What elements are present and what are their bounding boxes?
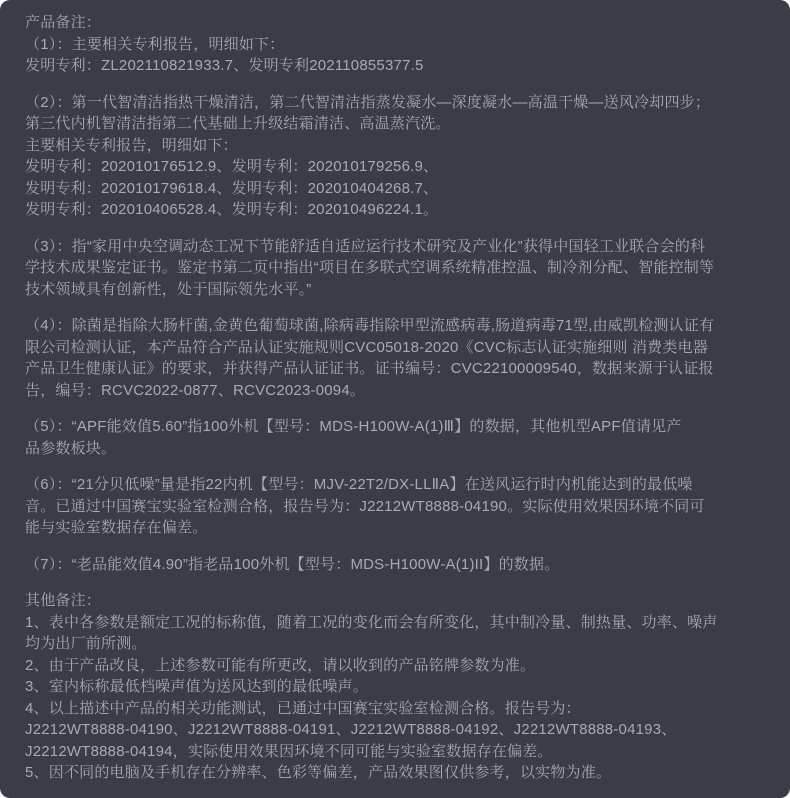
notes-section-other [25, 590, 765, 784]
notes-line: 告，编号：RCVC2022-0877、RCVC2023-0094。 [25, 381, 366, 399]
notes-section-old-model [25, 554, 765, 576]
notes-line: 发明专利：202010179618.4、发明专利：202010404268.7、 [25, 179, 439, 197]
notes-line: 4、以上描述中产品的相关功能测试，已通过中国赛宝实验室检测合格。报告号为： [25, 699, 581, 717]
notes-line: 限公司检测认证，本产品符合产品认证实施规则CVC05018-2020《CVC标志认证实施细则 消费类电器 [25, 338, 708, 356]
notes-line: （3）：指“家用中央空调动态工况下节能舒适自适应运行技术研究及产业化”获得中国轻工业联合会的科 [25, 237, 706, 255]
notes-section-low-noise [25, 474, 765, 539]
notes-line: （4）：除菌是指除大肠杆菌,金黄色葡萄球菌,除病毒指除甲型流感病毒,肠道病毒71型,由威凯检测认证有 [25, 317, 715, 334]
notes-line: （1）：主要相关专利报告，明细如下： [25, 35, 285, 53]
notes-section-patents [25, 12, 765, 77]
notes-line: 音。已通过中国赛宝实验室检测合格，报告号为：J2212WT8888-04190。实际使用效果因环境不同可 [25, 497, 705, 515]
notes-section-smart-clean [25, 92, 765, 221]
notes-line: 品参数板块。 [25, 439, 117, 457]
notes-section-certificate [25, 236, 765, 301]
notes-section-apf [25, 416, 765, 459]
notes-line: （7）：“老品能效值4.90”指老品100外机【型号：MDS-H100W-A(1)II】的数据。 [25, 555, 560, 573]
notes-line: 发明专利：202010176512.9、发明专利：202010179256.9、 [25, 158, 439, 175]
notes-line: 第三代内机智清洁指第二代基础上升级结霜清洁、高温蒸汽洗。 [25, 115, 451, 132]
notes-line: 技术领域具有创新性，处于国际领先水平。” [25, 280, 312, 298]
notes-line: J2212WT8888-04194，实际使用效果因环境不同可能与实验室数据存在偏差。 [25, 742, 553, 760]
notes-section-sterilization [25, 315, 765, 401]
notes-line: 产品卫生健康认证》的要求，并获得产品认证证书。证书编号：CVC22100009540，数据来源于认证报 [25, 360, 714, 377]
notes-line: 1、表中各参数是额定工况的标称值，随着工况的变化而会有所变化，其中制冷量、制热量、功率、噪声 [25, 613, 718, 631]
notes-line: 能与实验室数据存在偏差。 [25, 519, 208, 536]
notes-line: （6）：“21分贝低噪”量是指22内机【型号：MJV-22T2/DX-LLⅡA】在送风运行时内机能达到的最低噪 [25, 476, 693, 493]
notes-line: 发明专利：ZL202110821933.7、发明专利202110855377.5 [25, 57, 424, 74]
notes-line: 发明专利：202010406528.4、发明专利：202010496224.1。 [25, 201, 439, 218]
notes-line: 2、由于产品改良，上述参数可能有所更改，请以收到的产品铭牌参数为准。 [25, 656, 536, 674]
notes-line: 5、因不同的电脑及手机存在分辨率、色彩等偏差，产品效果图仅供参考，以实物为准。 [25, 764, 612, 781]
notes-line: J2212WT8888-04190、J2212WT8888-04191、J2212WT8888-04192、J2212WT8888-04193、 [25, 721, 677, 738]
notes-line: （5）：“APF能效值5.60”指100外机【型号：MDS-H100W-A(1)Ⅲ】的数据，其他机型APF值请见产 [25, 418, 682, 435]
notes-line: 3、室内标称最低档噪声值为送风达到的最低噪声。 [25, 678, 368, 695]
other-notes-title: 其他备注： [25, 592, 102, 609]
notes-line: （2）：第一代智清洁指热干燥清洁，第二代智清洁指蒸发凝水—深度凝水—高温干燥—送风冷却四步； [25, 93, 711, 111]
notes-line: 主要相关专利报告，明细如下： [25, 136, 238, 154]
notes-line: 均为出厂前所测。 [25, 635, 147, 652]
notes-title: 产品备注： [25, 14, 102, 31]
notes-line: 学技术成果鉴定证书。鉴定书第二页中指出“项目在多联式空调系统精准控温、制冷剂分配、智能控制等 [25, 259, 715, 276]
